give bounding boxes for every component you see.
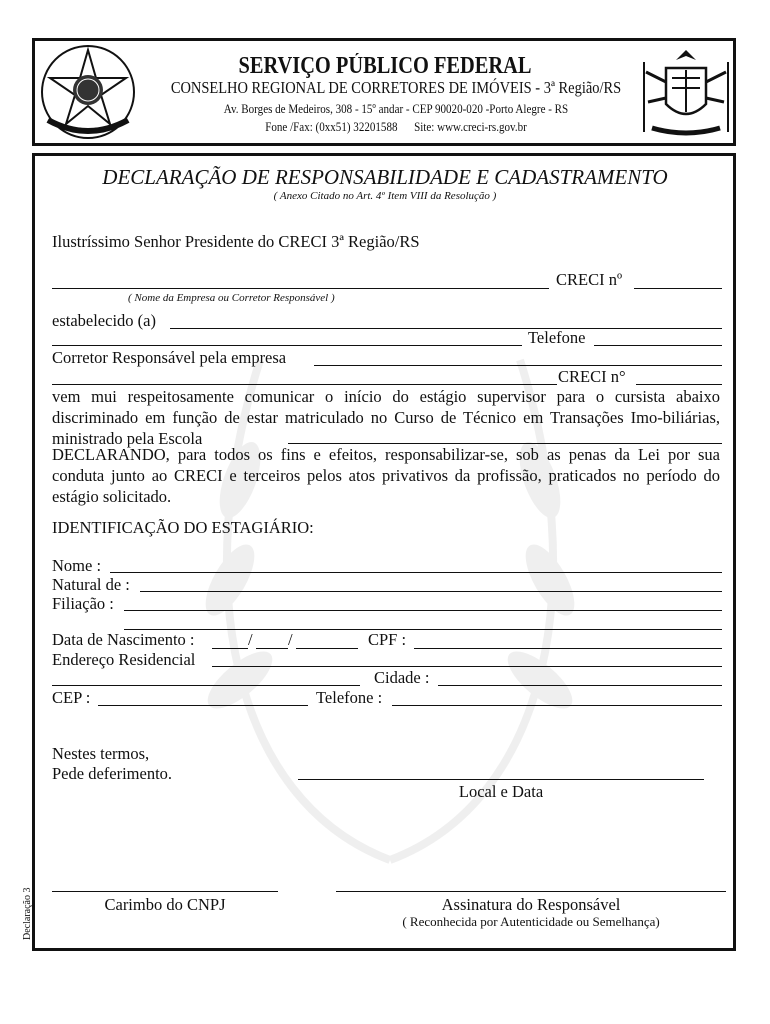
creci-number-field[interactable] [634, 288, 722, 289]
estabelecido-field[interactable] [170, 328, 722, 329]
paragraph-declarando: DECLARANDO, para todos os fins e efeitos, responsabilizar-se, sob as penas da Lei por sua conduta junto ao CRECI e terceiros pelos atos privativos da profissão, praticados no período do estágio solicitado. [52, 445, 720, 506]
carimbo-label: Carimbo do CNPJ [104, 895, 226, 914]
natural-label: Natural de : [52, 575, 130, 594]
document-note: ( Anexo Citado no Art. 4º Item VIII da Resolução ) [273, 190, 497, 202]
paragraph-estagio: vem mui respeitosamente comunicar o início do estágio supervisor para o cursista abaixo discriminado em função de estar matriculado no Curso de Técnico em Transações Imo-biliárias, ministrado pela Escola [52, 387, 720, 448]
header-address: Av. Borges de Medeiros, 308 - 15º andar - CEP 90020-020 -Porto Alegre - RS [223, 101, 569, 116]
header-phone: Fone /Fax: (0xx51) 32201588 [265, 119, 398, 134]
nome-label: Nome : [52, 556, 102, 575]
cidade-field[interactable] [438, 685, 722, 686]
endereco-label: Endereço Residencial [52, 650, 196, 669]
local-data-label: Local e Data [458, 782, 544, 801]
date-sep-2: / [288, 630, 293, 649]
corretor-name-field[interactable] [52, 384, 557, 385]
nome-field[interactable] [110, 572, 722, 573]
estabelecido-label: estabelecido (a) [52, 311, 156, 330]
endereco-field[interactable] [212, 666, 722, 667]
header-subtitle: CONSELHO REGIONAL DE CORRETORES DE IMÓVEIS - 3ª Região/RS [170, 78, 622, 97]
corretor-label: Corretor Responsável pela empresa [52, 348, 287, 367]
assinatura-label: Assinatura do Responsável [441, 895, 621, 914]
cpf-label: CPF : [368, 630, 407, 649]
cep-label: CEP : [52, 688, 91, 707]
creci-deg-label: CRECI n° [558, 367, 626, 386]
filiacao-field-1[interactable] [124, 610, 722, 611]
assinatura-note: ( Reconhecida por Autenticidade ou Semelhança) [402, 914, 660, 929]
creci-number-label: CRECI nº [556, 270, 623, 289]
header-title: SERVIÇO PÚBLICO FEDERAL [238, 53, 532, 79]
local-data-field[interactable] [298, 779, 704, 780]
date-sep-1: / [248, 630, 253, 649]
birth-day-field[interactable] [212, 648, 248, 649]
address-field[interactable] [52, 345, 522, 346]
document-title: DECLARAÇÃO DE RESPONSABILIDADE E CADASTRAMENTO [102, 165, 668, 189]
nascimento-label: Data de Nascimento : [52, 630, 195, 649]
corretor-field[interactable] [314, 365, 722, 366]
form-frame [32, 153, 736, 951]
birth-month-field[interactable] [256, 648, 288, 649]
side-label: Declaração 3 [22, 887, 33, 940]
birth-year-field[interactable] [296, 648, 358, 649]
telefone-field[interactable] [594, 345, 722, 346]
filiacao-field-2[interactable] [124, 629, 722, 630]
creci-deg-field[interactable] [636, 384, 722, 385]
cep-field[interactable] [98, 705, 308, 706]
carimbo-field[interactable] [52, 891, 278, 892]
telefone2-field[interactable] [392, 705, 722, 706]
company-name-field[interactable] [52, 288, 549, 289]
section-title: IDENTIFICAÇÃO DO ESTAGIÁRIO: [52, 518, 314, 537]
header-contact [59, 119, 732, 135]
filiacao-label: Filiação : [52, 594, 114, 613]
closing-line-2: Pede deferimento. [52, 764, 173, 783]
salutation: Ilustríssimo Senhor Presidente do CRECI 3ª Região/RS [52, 232, 420, 251]
telefone2-label: Telefone : [316, 688, 383, 707]
cpf-field[interactable] [414, 648, 722, 649]
endereco-field-2[interactable] [52, 685, 360, 686]
telefone-label: Telefone [528, 328, 586, 347]
assinatura-field[interactable] [336, 891, 726, 892]
cidade-label: Cidade : [374, 668, 430, 687]
header-site: Site: www.creci-rs.gov.br [414, 119, 527, 134]
natural-field[interactable] [140, 591, 722, 592]
closing-line-1: Nestes termos, [52, 744, 150, 763]
company-caption: ( Nome da Empresa ou Corretor Responsável ) [128, 292, 335, 304]
